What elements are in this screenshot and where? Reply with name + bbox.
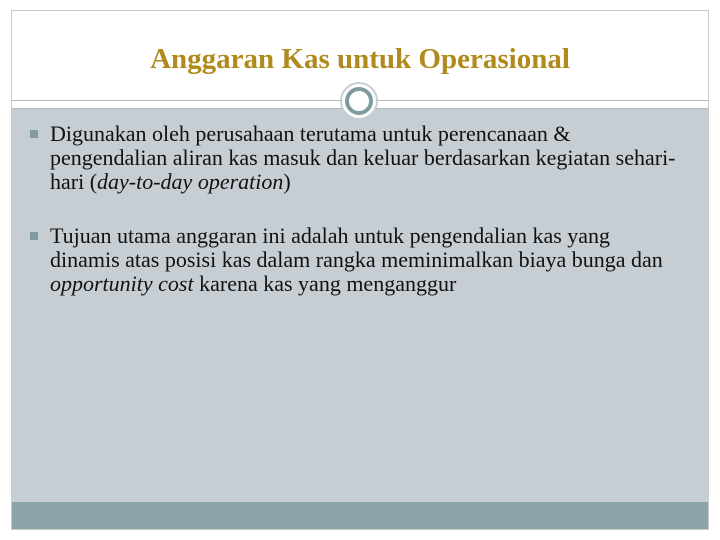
bullet-text-part: Tujuan utama anggaran ini adalah untuk pengendalian kas yang dinamis atas posisi kas dalam rangka meminimalkan biaya bunga dan	[50, 223, 663, 272]
bullet-text-part: )	[283, 169, 291, 194]
footer-bar	[12, 502, 708, 529]
circle-ring-icon	[340, 82, 378, 120]
bullet-item	[30, 122, 680, 194]
circle-ring-inner	[345, 87, 373, 115]
bullet-text-part: karena kas yang menganggur	[193, 271, 457, 296]
bullet-item	[30, 224, 680, 296]
bullet-italic-term: day-to-day operation	[97, 169, 284, 194]
bullet-italic-term: opportunity cost	[50, 271, 194, 296]
square-bullet-icon	[30, 232, 38, 240]
bullet-text-part: Digunakan oleh perusahaan terutama untuk perencanaan & pengendalian aliran kas masuk dan keluar berdasarkan kegiatan sehari-hari (	[50, 121, 676, 194]
square-bullet-icon	[30, 130, 38, 138]
slide-title: Anggaran Kas untuk Operasional	[150, 43, 570, 75]
bullet-list	[30, 122, 680, 296]
